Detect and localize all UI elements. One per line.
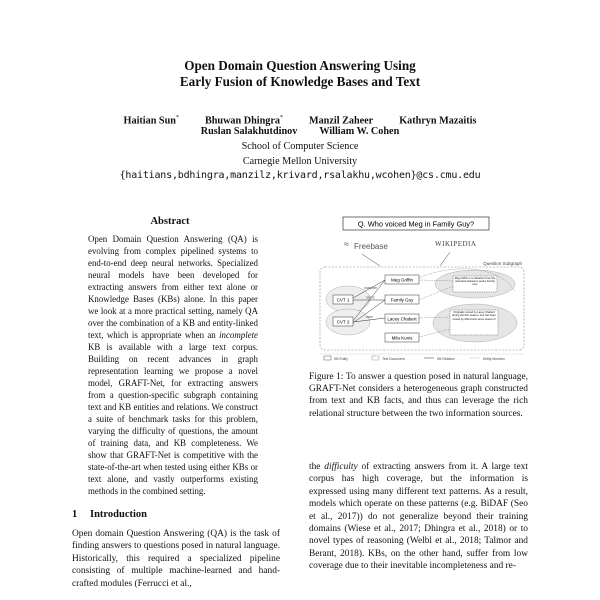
document-text: Meg Griffin is a character from the animated television series Family Guy <box>454 277 496 287</box>
abstract-text: KB is available with a large text corpus. Building on recent advances in graph representation learning we propose a novel model, GRAFT-Net, for extracting answers from a question-specific subgraph containing text and KB entities and relations. We construct a suite of benchmark tasks for this problem, varying the difficulty of questions, the amount of training data, and KB completeness. We show that GRAFT-Net is competitive with the state-of-the-art when tested using either KBs or text alone, and vastly outperforms existing methods in the combined setting. <box>88 342 258 496</box>
cvt-label: CVT 2 <box>336 319 350 325</box>
legend-text-document-swatch <box>372 356 379 360</box>
entity-label: Mila Kunis <box>391 335 413 341</box>
entity-label: Family Guy <box>390 297 414 303</box>
entity-label: Meg Griffin <box>391 277 413 283</box>
body-text: of extracting answers from it. A large text corpus has high coverage, but the information is expressed using many different text patterns. As a result, models which operate on these patterns (e.g. BiDAF (Seo et al., 2017)) do not generalize beyond their training domains (Wiese et al., 2017; Dhingra et al., 2018) or to novel types of reasoning (Welbl et al., 2018; Talmor and Berant, 2018). KBs, on the other hand, suffer from low coverage due to their inevitable incompleteness and re- <box>309 462 528 572</box>
author-name: Haitian Sun <box>123 115 176 127</box>
author-name: William W. Cohen <box>319 126 400 137</box>
figure-1-caption: Figure 1: To answer a question posed in natural language, GRAFT-Net considers a heterogeneous graph constructed from text and KB facts, and thus can leverage the rich relational structure between the two information sources. <box>309 372 528 419</box>
legend-label: KB Relation <box>437 357 455 361</box>
author-name: Bhuwan Dhingra <box>204 115 280 127</box>
paper-title-line-2: Early Fusion of Knowledge Bases and Text <box>179 74 421 89</box>
entity-label: Lacey Chabert <box>387 316 417 322</box>
body-text: the <box>309 462 325 472</box>
abstract-body <box>88 233 258 497</box>
author-emails: {haitians,bdhingra,manzilz,krivard,rsalakhu,wcohen}@cs.cmu.edu <box>119 170 481 181</box>
relation-label: character <box>364 286 378 290</box>
author-line-2 <box>0 125 600 139</box>
document-text-wrapper <box>450 310 498 335</box>
subgraph-label: Question Subgraph <box>483 261 522 266</box>
affiliation-university: Carnegie Mellon University <box>242 156 358 167</box>
wikipedia-logo: WIKIPEDIA <box>435 240 477 248</box>
document-text: Originally voiced by Lacey Chabert during the first season, she has been voiced by Mila Kunis since season 2 <box>451 311 497 321</box>
author-name: Kathryn Mazaitis <box>399 115 477 127</box>
equal-contribution-mark: * <box>175 115 179 121</box>
author-name: Manzil Zaheer <box>308 115 374 127</box>
paper-title-line-1: Open Domain Question Answering Using <box>184 58 416 73</box>
freebase-logo: Freebase <box>354 242 388 251</box>
right-column-body <box>309 461 528 573</box>
section-number: 1 <box>72 509 78 520</box>
section-title: Introduction <box>90 509 147 520</box>
relation-label: series <box>366 295 375 300</box>
abstract-text: Open Domain Question Answering (QA) is evolving from complex pipelined systems to end-to-end deep neural networks. Specialized neural models have been developed for extracting answers from either text alone or Knowledge Bases (KBs) alone. In this paper we look at a more practical setting, namely QA over the combination of a KB and entity-linked text, which is appropriate when an <box>88 234 258 340</box>
relation-label: actor <box>366 315 374 319</box>
document-text-wrapper <box>453 276 497 292</box>
freebase-icon: ≈ <box>344 239 349 249</box>
abstract-heading: Abstract <box>150 216 190 227</box>
question-text: Q. Who voiced Meg in Family Guy? <box>357 219 475 229</box>
author-name: Ruslan Salakhutdinov <box>200 126 298 137</box>
legend-label: Entity Mention <box>483 357 505 361</box>
legend-label: Text Document <box>382 357 405 361</box>
affiliation-school: School of Computer Science <box>241 141 359 152</box>
body-emphasis: difficulty <box>324 462 358 472</box>
cvt-label: CVT 1 <box>336 297 350 303</box>
figure-1-diagram <box>300 214 532 364</box>
legend-kb-entity-swatch <box>324 356 331 360</box>
source-arrow <box>362 254 380 266</box>
abstract-emphasis: incomplete <box>219 330 258 340</box>
legend-label: KB Entity <box>334 357 348 361</box>
source-arrow <box>440 252 450 266</box>
introduction-body: Open domain Question Answering (QA) is the task of finding answers to questions posed in natural language. Historically, this required a specialized pipeline consisting of multiple machine-learned and hand-crafted modules (Ferrucci et al., <box>72 529 280 589</box>
equal-contribution-mark: * <box>279 115 283 121</box>
section-heading <box>72 509 147 520</box>
